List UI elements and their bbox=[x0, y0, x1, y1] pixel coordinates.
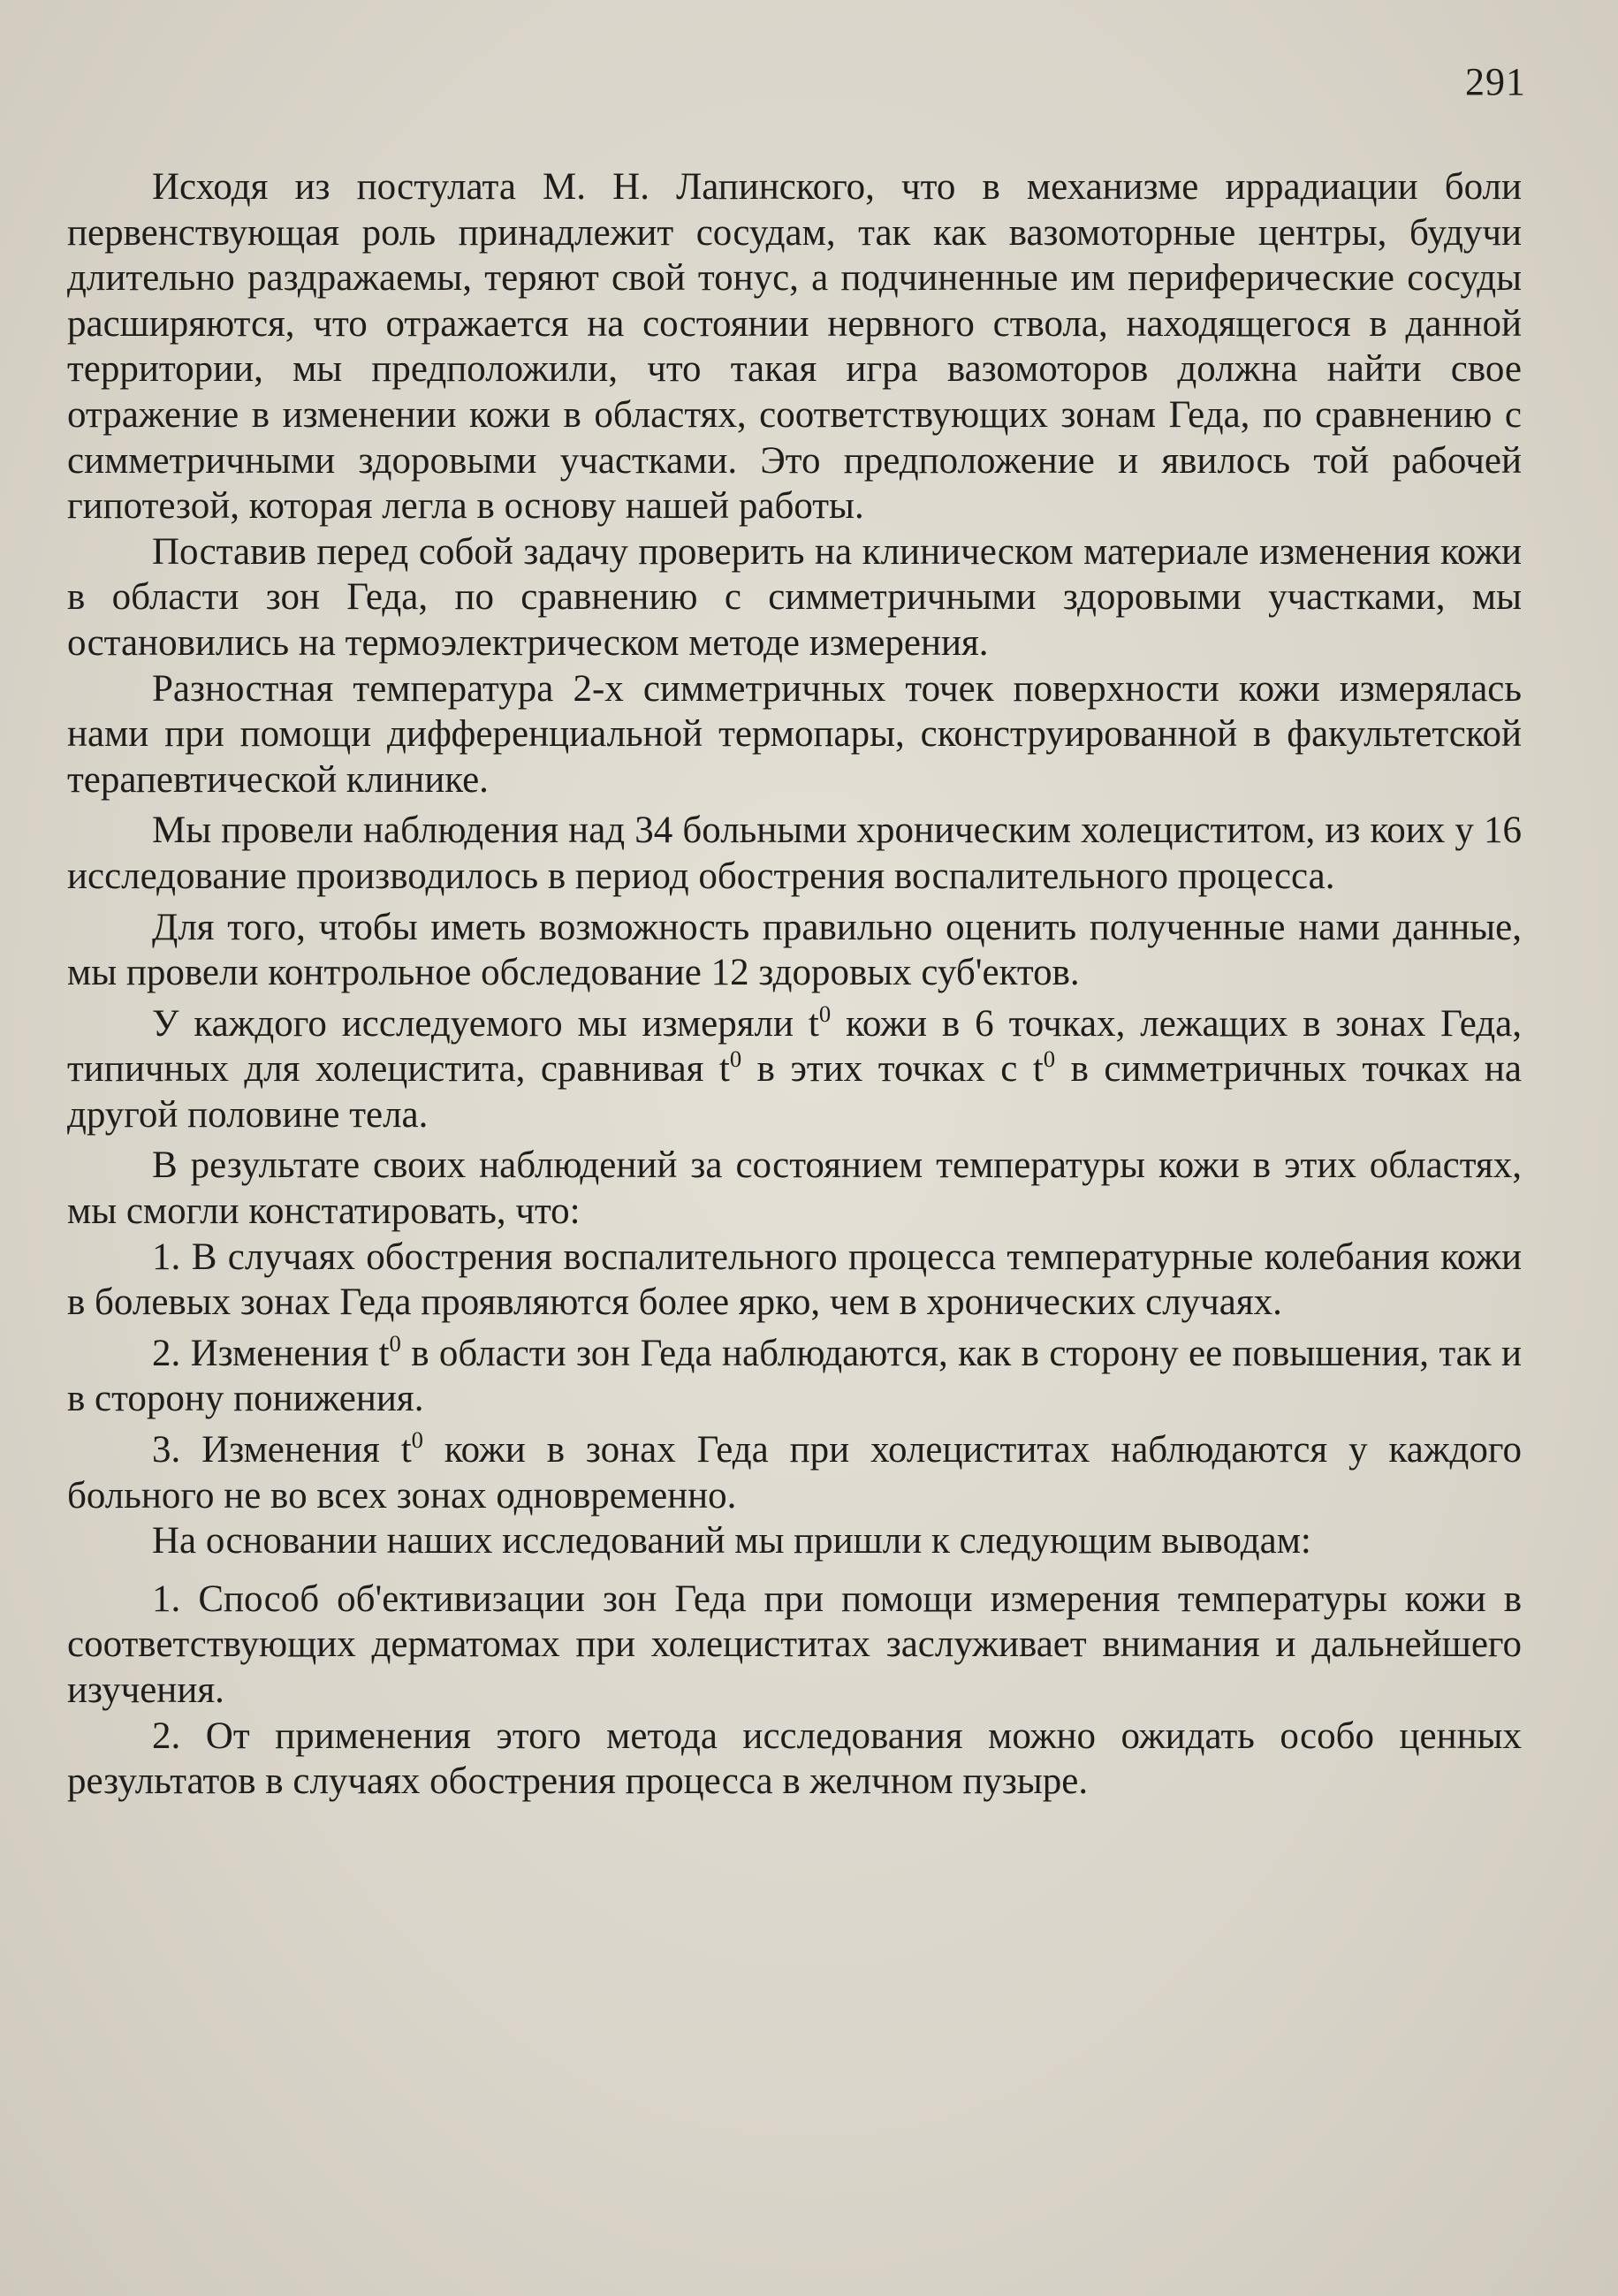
conclusion-item-2: 2. От применения этого метода исследования можно ожидать особо ценных результатов в случаях обострения процесса в желчном пузыре. bbox=[67, 1714, 1522, 1803]
result-item-3 bbox=[67, 1427, 1522, 1518]
degree-superscript: 0 bbox=[1043, 1045, 1056, 1073]
result-item-1: 1. В случаях обострения воспалительного процесса температурные колебания кожи в болевых зонах Геда проявляются более ярко, чем в хронических случаях. bbox=[67, 1235, 1522, 1324]
paragraph-hypothesis: Исходя из постулата М. Н. Лапинского, что в механизме иррадиации боли первенствующая роль принадлежит сосудам, так как вазомоторные центры, будучи длительно раздражаемы, теряют свой тонус, а подчиненные им периферические сосуды расширяются, что отражается на состоянии нервного ствола, находящегося в данной территории, мы предположили, что такая игра вазомоторов должна найти свое отражение в изменении кожи в областях, соответствующих зонам Геда, по сравнению с симметричными здоровыми участками. Это предположение и явилось той рабочей гипотезой, которая легла в основу нашей работы. bbox=[67, 166, 1522, 528]
measurement-text-4: в симметричных точках на другой половине тела. bbox=[67, 1048, 1522, 1136]
paragraph-method: Поставив перед собой задачу проверить на клиническом материале изменения кожи в области зон Геда, по сравнению с симметричными здоровыми участками, мы остановились на термоэлектрическом методе измерения. bbox=[67, 530, 1522, 664]
result-item-2-text-b: в области зон Геда наблюдаются, как в сторону ее повышения, так и в сторону понижения. bbox=[67, 1332, 1522, 1420]
measurement-text-3: в этих точках с t bbox=[741, 1048, 1044, 1091]
measurement-text-2: кожи в 6 точках, лежащих в зонах Геда, типичных для холецистита, сравнивая t bbox=[67, 1002, 1522, 1091]
measurement-text-1: У каждого исследуемого мы измеряли t bbox=[152, 1002, 819, 1045]
article-body bbox=[67, 164, 1522, 1805]
degree-superscript: 0 bbox=[389, 1329, 401, 1357]
paragraph-patients: Мы провели наблюдения над 34 больными хроническим холециститом, из коих у 16 исследование производилось в период обострения воспалительного процесса. bbox=[67, 810, 1522, 897]
conclusion-item-1: 1. Способ об'ективизации зон Геда при помощи измерения температуры кожи в соответствующих дерматомах при холециститах заслуживает внимания и дальнейшего изучения. bbox=[67, 1578, 1522, 1711]
paragraph-conclusions-intro: На основании наших исследований мы пришли к следующим выводам: bbox=[152, 1520, 1311, 1562]
paragraph-measurement bbox=[67, 1001, 1522, 1138]
page-number: 291 bbox=[1465, 60, 1526, 103]
degree-superscript: 0 bbox=[411, 1426, 423, 1454]
result-item-2-text-a: 2. Изменения t bbox=[152, 1332, 390, 1374]
degree-superscript: 0 bbox=[818, 1000, 832, 1027]
paragraph-thermocouple: Разностная температура 2-х симметричных точек поверхности кожи измерялась нами при помощи дифференциальной термопары, сконструированной в факультетской терапевтической клинике. bbox=[67, 667, 1522, 801]
paragraph-control-group: Для того, чтобы иметь возможность правильно оценить полученные нами данные, мы провели контрольное обследование 12 здоровых суб'ектов. bbox=[67, 906, 1522, 994]
paragraph-results-intro: В результате своих наблюдений за состоянием температуры кожи в этих областях, мы смогли констатировать, что: bbox=[67, 1144, 1522, 1233]
result-item-3-text-b: кожи в зонах Геда при холециститах наблюдаются у каждого больного не во всех зонах одновременно. bbox=[67, 1429, 1523, 1517]
degree-superscript: 0 bbox=[729, 1045, 742, 1073]
result-item-3-text-a: 3. Изменения t bbox=[152, 1429, 412, 1471]
result-item-2 bbox=[67, 1331, 1522, 1422]
